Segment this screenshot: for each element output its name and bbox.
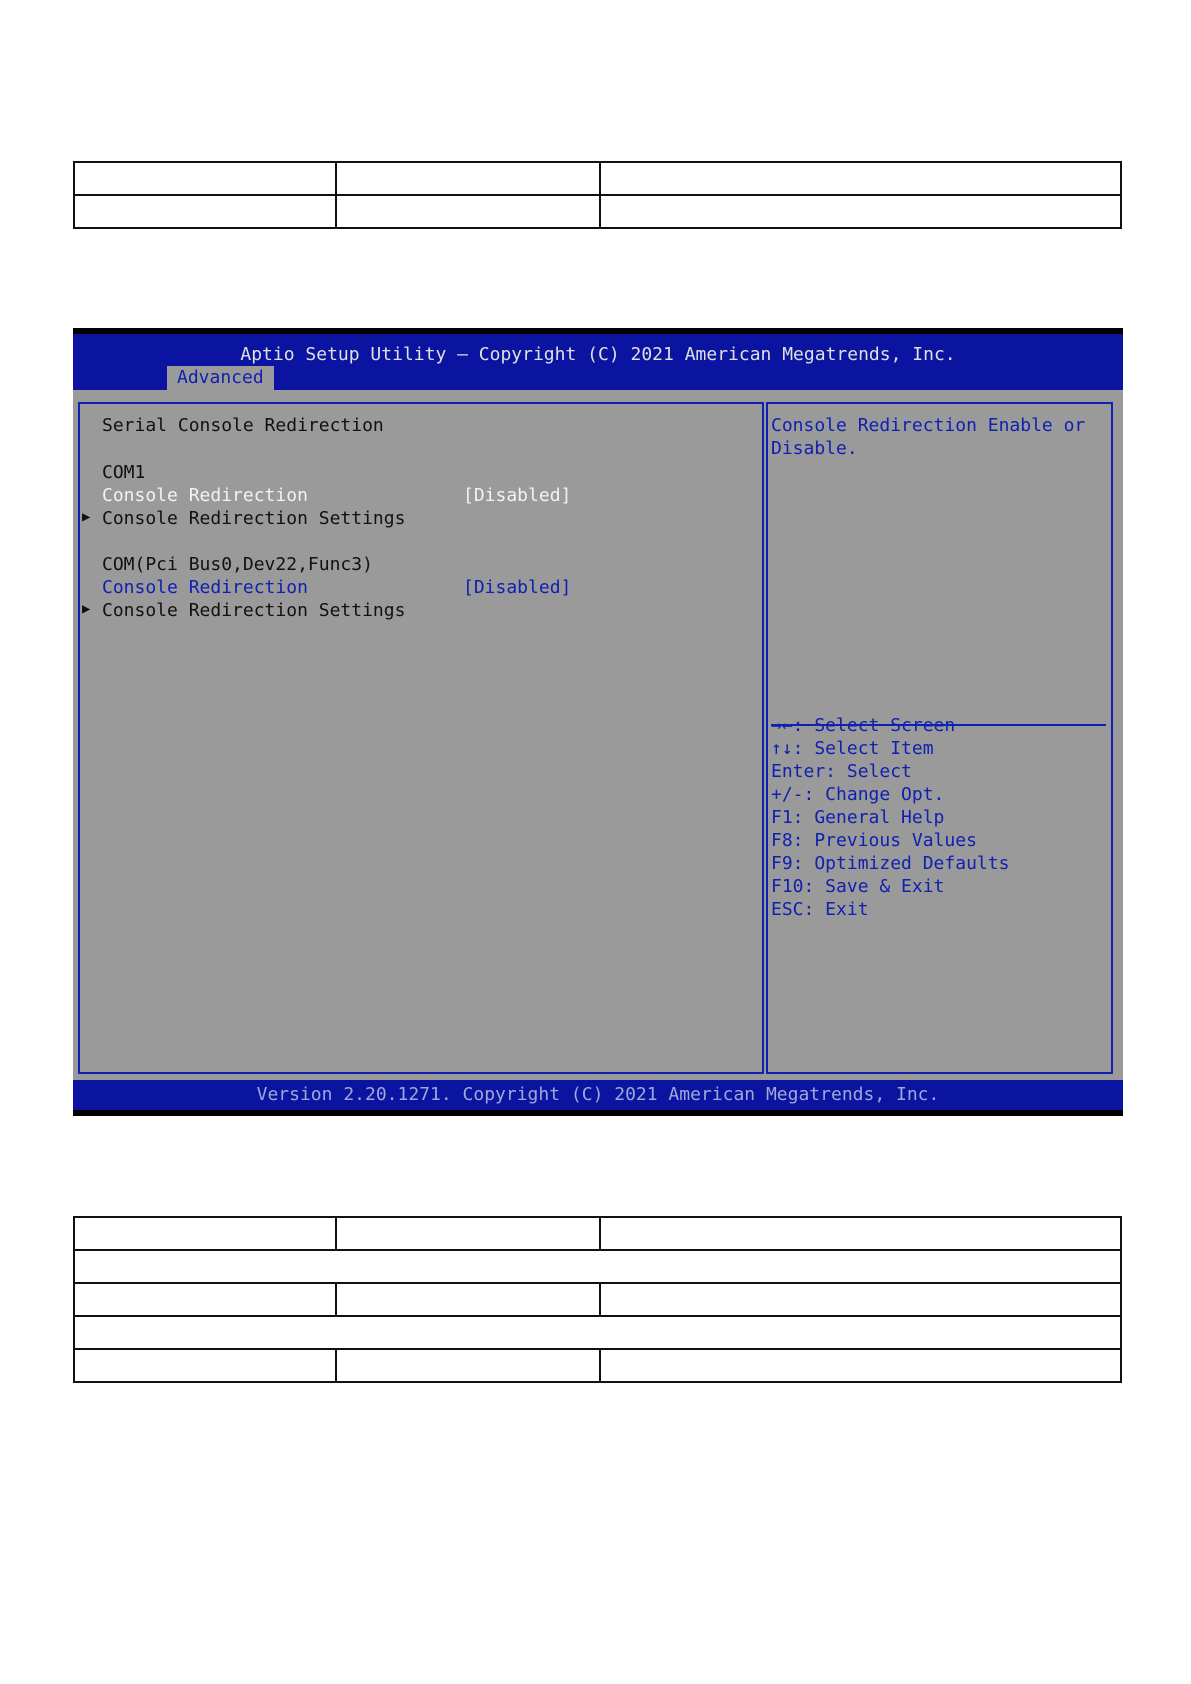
table-cell bbox=[600, 1283, 1121, 1316]
doc-table-top bbox=[73, 161, 1122, 229]
section-title: Serial Console Redirection bbox=[102, 415, 384, 436]
tab-advanced[interactable]: Advanced bbox=[167, 366, 274, 390]
doc-table-bottom bbox=[73, 1216, 1122, 1383]
bios-title: Aptio Setup Utility – Copyright (C) 2021 American Megatrends, Inc. bbox=[240, 344, 956, 365]
bios-footer bbox=[73, 1080, 1123, 1110]
settings-panel bbox=[78, 402, 764, 1074]
bios-header bbox=[73, 334, 1123, 390]
table-cell bbox=[336, 195, 600, 228]
key-help-select-item: ↑↓: Select Item bbox=[771, 738, 934, 759]
table-row bbox=[74, 195, 1121, 228]
table-cell bbox=[74, 162, 336, 195]
table-row bbox=[74, 1349, 1121, 1382]
table-cell bbox=[74, 1349, 336, 1382]
key-help-change-opt: +/-: Change Opt. bbox=[771, 784, 945, 805]
table-cell bbox=[600, 1349, 1121, 1382]
console-redirection-settings-com1[interactable]: Console Redirection Settings bbox=[102, 508, 406, 529]
bios-version: Version 2.20.1271. Copyright (C) 2021 American Megatrends, Inc. bbox=[256, 1084, 940, 1105]
table-row bbox=[74, 1217, 1121, 1250]
table-cell bbox=[336, 162, 600, 195]
table-cell bbox=[74, 1316, 1121, 1349]
table-cell bbox=[74, 195, 336, 228]
console-redirection-settings-pci-com[interactable]: Console Redirection Settings bbox=[102, 600, 406, 621]
table-cell bbox=[74, 1217, 336, 1250]
table-cell bbox=[336, 1283, 600, 1316]
bios-setup-screen bbox=[73, 328, 1123, 1116]
console-redirection-com1[interactable]: Console Redirection bbox=[102, 485, 308, 506]
help-panel bbox=[766, 402, 1113, 1074]
table-cell bbox=[600, 195, 1121, 228]
help-text-line: Console Redirection Enable or bbox=[771, 415, 1086, 436]
key-help-select-screen: →←: Select Screen bbox=[771, 715, 956, 736]
key-help-f9: F9: Optimized Defaults bbox=[771, 853, 1010, 874]
group-name-com1: COM1 bbox=[102, 462, 146, 483]
table-row bbox=[74, 162, 1121, 195]
table-cell bbox=[336, 1217, 600, 1250]
table-cell bbox=[336, 1349, 600, 1382]
console-redirection-com1-value[interactable]: [Disabled] bbox=[463, 485, 572, 506]
submenu-arrow-icon: ▶ bbox=[82, 601, 91, 617]
console-redirection-pci-com-value[interactable]: [Disabled] bbox=[463, 577, 572, 598]
table-cell bbox=[74, 1250, 1121, 1283]
table-cell bbox=[74, 1283, 336, 1316]
key-help-f8: F8: Previous Values bbox=[771, 830, 977, 851]
key-help-f10: F10: Save & Exit bbox=[771, 876, 945, 897]
table-row bbox=[74, 1250, 1121, 1283]
help-text-line: Disable. bbox=[771, 438, 858, 459]
key-help-enter: Enter: Select bbox=[771, 761, 912, 782]
table-cell bbox=[600, 1217, 1121, 1250]
table-cell bbox=[600, 162, 1121, 195]
group-name-pci-com: COM(Pci Bus0,Dev22,Func3) bbox=[102, 554, 373, 575]
console-redirection-pci-com[interactable]: Console Redirection bbox=[102, 577, 308, 598]
key-help-f1: F1: General Help bbox=[771, 807, 945, 828]
table-row bbox=[74, 1316, 1121, 1349]
key-help-esc: ESC: Exit bbox=[771, 899, 869, 920]
table-row bbox=[74, 1283, 1121, 1316]
submenu-arrow-icon: ▶ bbox=[82, 509, 91, 525]
